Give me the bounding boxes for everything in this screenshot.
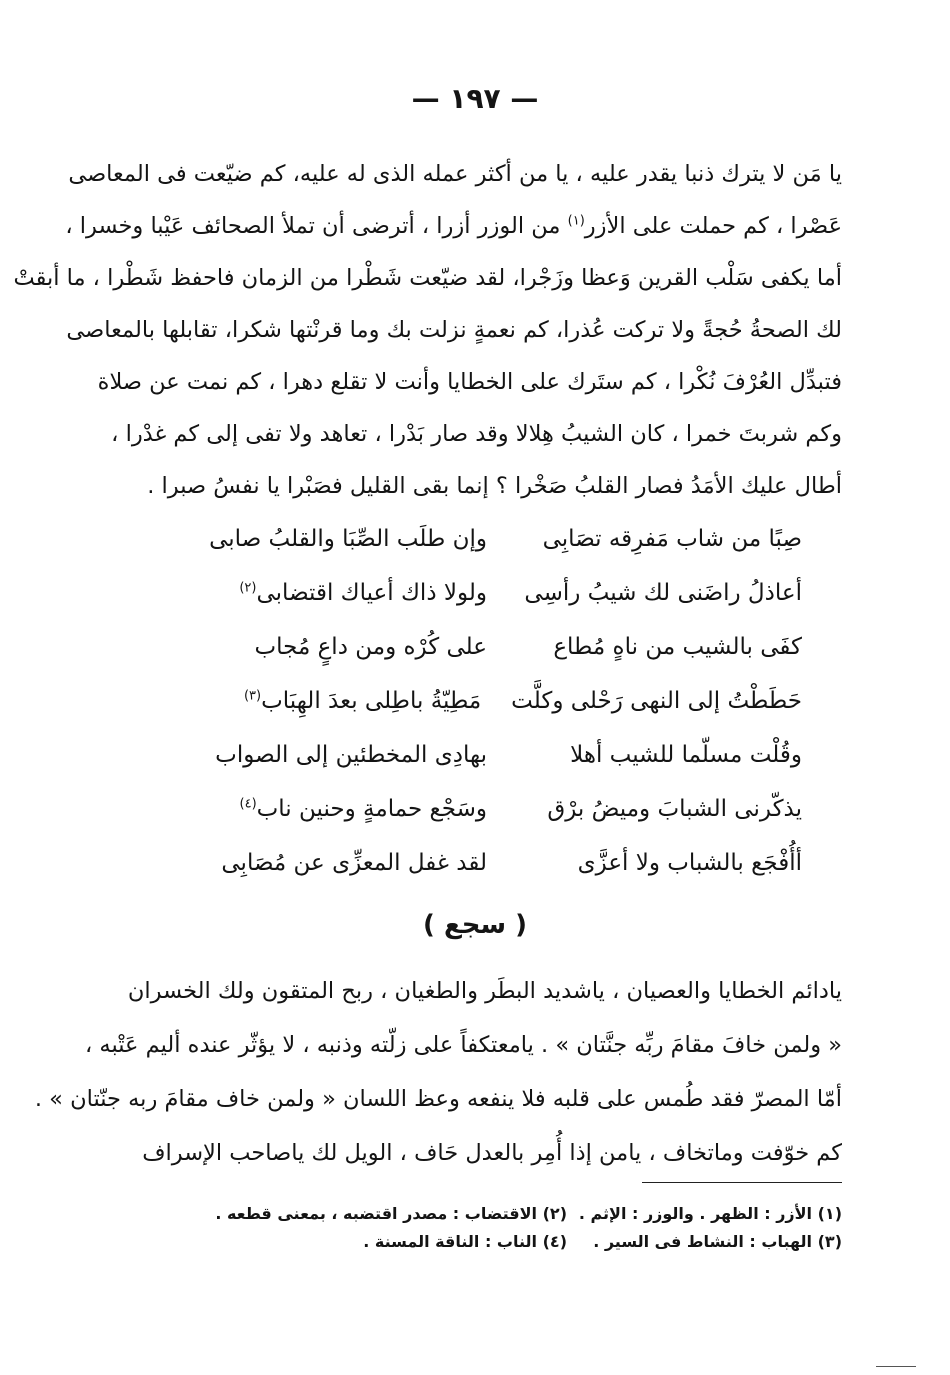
verse-second-hemistich (202, 566, 517, 620)
prose-paragraph-2 (34, 964, 842, 1180)
poem-verse (202, 674, 802, 728)
prose-paragraph-1 (13, 148, 842, 512)
footnote-separator (642, 1182, 842, 1183)
verse-first-hemistich: أعاذلُ راضَنى لك شيبُ رأسِى (524, 580, 802, 606)
verse-second-hemistich (202, 620, 517, 674)
prose-line: يادائم الخطايا والعصيان ، ياشديد البطَر والطغيان ، ربح المتقون ولك الخسران (127, 978, 842, 1004)
verse-first-hemistich: كفَى بالشيب من ناهٍ مُطاع (553, 634, 802, 660)
verse-first-hemistich: يذكّرنى الشبابَ وميضُ برْق (547, 796, 802, 822)
verse-first-hemistich: وقُلْت مسلّما للشيب أهلا (570, 742, 802, 768)
footnote-marker: (٣) (243, 688, 262, 704)
hemistich-text: بهادِى المخطئين إلى الصواب (215, 742, 487, 768)
prose-line: يا مَن لا يترك ذنبا يقدر عليه ، يا من أكثر عمله الذى له عليه، كم ضيّعت فى المعاصى (68, 161, 842, 187)
footnote: (٢) الاقتضاب : مصدر اقتضبه ، بمعنى قطعه . (215, 1204, 567, 1223)
footnote-marker: (٢) (239, 580, 257, 596)
hemistich-text: لقد غفل المعزِّى عن مُصَابِى (221, 850, 487, 876)
scan-corner-mark (876, 1366, 916, 1367)
prose-line: كم خوّفت وماتخاف ، يامن إذا أُمِر بالعدل حَاف ، الويل لك ياصاحب الإسراف (142, 1140, 842, 1166)
poem-verse (202, 836, 802, 890)
verse-first-hemistich: حَطَطْتُ إلى النهى رَحْلى وكلَّت (511, 688, 802, 714)
verse-first-hemistich: أأُفْجَع بالشباب ولا أعزَّى (577, 850, 802, 876)
hemistich-text: ولولا ذاك أعياك اقتضابى (256, 580, 487, 606)
verse-second-hemistich (202, 674, 511, 728)
footnote: (٤) الناب : الناقة المسنة . (363, 1232, 567, 1251)
footnote-row (142, 1228, 842, 1256)
prose-line: لك الصحةُ حُجةً ولا تركت عُذرا، كم نعمةٍ نزلت بك وما قرنْتها شكرا، تقابلها بالمعاصى (66, 317, 842, 343)
hemistich-text: على كُرْه ومن داعٍ مُجاب (254, 634, 487, 660)
prose-line-text: عَصْرا ، كم حملت على الأزر (584, 213, 842, 239)
prose-line: أما يكفى سَلْب القرين وَعظا وزَجْرا، لقد ضيّعت شَطْرا من الزمان فاحفظ شَطْرا ، ما أبقتْ (13, 265, 842, 291)
prose-line: وكم شربتَ خمرا ، كان الشيبُ هِلالا وقد صار بَدْرا ، تعاهد ولا تفى إلى كم غدْرا ، (111, 421, 842, 447)
poem-verse (202, 512, 802, 566)
footnote: (١) الأزر : الظهر . والوزر : الإثم . (578, 1204, 842, 1223)
footnotes (142, 1200, 842, 1256)
verse-second-hemistich (202, 782, 517, 836)
prose-line-text: من الوزر أزرا ، أترضى أن تملأ الصحائف عَيْبا وخسرا ، (65, 213, 568, 239)
section-heading: ( سجع ) (423, 910, 527, 940)
hemistich-text: وسَجْع حمامةٍ وحنين ناب (256, 796, 487, 822)
prose-line: أطال عليك الأمَدُ فصار القلبُ صَخْرا ؟ إنما بقى القليل فصَبْرا يا نفسُ صبرا . (147, 473, 842, 499)
verse-second-hemistich (202, 836, 517, 890)
prose-line: فتبدِّل العُرْفَ نُكْرا ، كم ستَرك على الخطايا وأنت لا تقلع دهرا ، كم نمت عن صلاة (97, 369, 842, 395)
poem-verse (202, 620, 802, 674)
verse-second-hemistich (202, 728, 517, 782)
footnote: (٣) الهباب : النشاط فى السير . (593, 1232, 842, 1251)
verse-second-hemistich (202, 512, 517, 566)
hemistich-text: مَطِيّةُ باطِلى بعدَ الهِبَاب (261, 688, 482, 714)
footnote-marker: (٤) (239, 796, 257, 812)
verse-first-hemistich: صِبًا من شاب مَفرِقه تصَابِى (542, 526, 802, 552)
footnote-row (142, 1200, 842, 1228)
poem-verse (202, 566, 802, 620)
poem-verse (202, 728, 802, 782)
poem (202, 512, 802, 890)
footnote-marker: (١) (567, 213, 585, 229)
prose-line: « ولمن خافَ مقامَ ربِّه جنَّتان » . يامعتكفاً على زلّته وذنبه ، لا يؤثّر عنده أليم عَتْبه ، (85, 1032, 842, 1058)
poem-verse (202, 782, 802, 836)
prose-line: أمّا المصرّ فقد طُمس على قلبه فلا ينفعه وعظ اللسان « ولمن خاف مقامَ ربه جنّتان » . (34, 1086, 842, 1112)
page-number: — ١٩٧ — (411, 82, 539, 115)
prose-line (65, 200, 842, 252)
hemistich-text: وإن طلَب الصِّبَا والقلبُ صابى (209, 526, 487, 552)
